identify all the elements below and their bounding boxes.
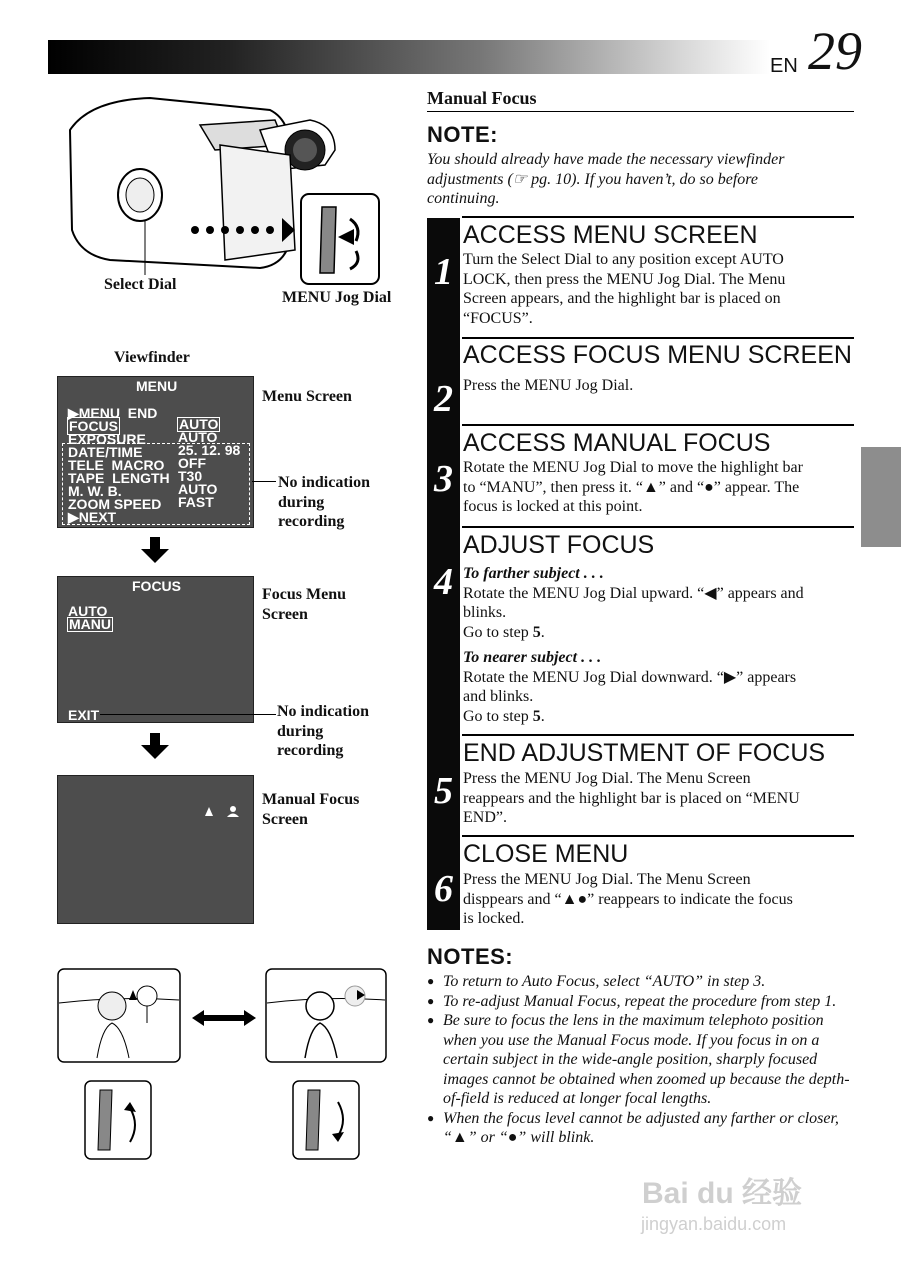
- down-arrow-icon: [141, 549, 169, 563]
- down-arrow-icon: [150, 537, 160, 549]
- focus-option-manu: MANU: [69, 616, 111, 632]
- notes-heading: NOTES:: [427, 944, 514, 969]
- manual-focus-screen: [57, 775, 254, 924]
- jog-dial-down-icon: [292, 1080, 360, 1160]
- step-6-title: CLOSE MENU: [463, 840, 629, 868]
- list-item: ● Be sure to focus the lens in the maximum telephoto position when you use the Manual Focus mode. If you focus in on a certain subject in the wide-angle position, sharply focused images cannot be obtained when zoomed up because the depth-of-field is reduced at longer focal lengths.: [427, 1011, 857, 1109]
- step-2-body: Press the MENU Jog Dial.: [463, 377, 634, 394]
- list-item: ZOOM SPEED FAST: [68, 494, 214, 512]
- manual-focus-screen-label: Manual Focus Screen: [262, 791, 360, 828]
- step-rule: [462, 526, 854, 528]
- step-rule: [462, 835, 854, 837]
- step-4-body: To farther subject . . . Rotate the MENU Jog Dial upward. “◀” appears and blinks. Go to step 5. To nearer subject . . . Rotate the MENU Jog Dial downward. “▶” appears and blinks. Go to step 5.: [463, 564, 855, 726]
- leader-line: [252, 481, 276, 482]
- far-focus-icon: [205, 807, 213, 816]
- step-1-body: Turn the Select Dial to any position except AUTO LOCK, then press the MENU Jog Dial. The Menu Screen appears, and the highlight bar is placed on “FOCUS”.: [463, 251, 786, 327]
- notes-list: [427, 972, 857, 1148]
- no-indication-label-1: No indication during recording: [278, 474, 371, 530]
- watermark-logo: Bai du 经验: [642, 1177, 803, 1210]
- list-item: ● To re-adjust Manual Focus, repeat the procedure from step 1.: [427, 992, 857, 1012]
- near-focus-icon: [230, 806, 236, 812]
- select-dial-label: Select Dial: [104, 276, 177, 293]
- step-3-body: Rotate the MENU Jog Dial to move the highlight bar to “MANU”, then press it. “▲” and “●” appear. The focus is locked at this point.: [463, 459, 803, 515]
- double-arrow-icon: [190, 1008, 258, 1028]
- list-item: M. W. B. AUTO: [68, 481, 218, 499]
- step-6-body: Press the MENU Jog Dial. The Menu Screen disppears and “▲●” reappears to indicate the focus is locked.: [463, 871, 793, 927]
- menu-title: MENU: [136, 378, 178, 394]
- watermark-url: jingyan.baidu.com: [641, 1214, 787, 1234]
- step-5-title: END ADJUSTMENT OF FOCUS: [463, 739, 826, 767]
- step-5-body: Press the MENU Jog Dial. The Menu Screen reappears and the highlight bar is placed on “MENU END”.: [463, 770, 800, 826]
- recording-indicator-frame: [62, 443, 250, 525]
- far-focus-scene: [57, 968, 181, 1063]
- page-number: 29: [808, 21, 862, 81]
- step-4-title: ADJUST FOCUS: [463, 531, 655, 559]
- list-item: TELE MACRO OFF: [68, 455, 206, 473]
- near-focus-scene: [265, 968, 387, 1063]
- side-tab: [861, 447, 901, 547]
- step-5-number: 5: [434, 770, 453, 812]
- section-rule: [427, 111, 854, 112]
- focus-exit: EXIT: [68, 707, 100, 723]
- farther-subject-heading: To farther subject . . .: [463, 565, 604, 582]
- jog-dial-icon: [300, 193, 380, 285]
- jog-dial-up-icon: [84, 1080, 152, 1160]
- step-2-number: 2: [434, 378, 453, 420]
- down-arrow-icon: [141, 745, 169, 759]
- step-rule: [462, 734, 854, 736]
- list-item: EXPOSURE AUTO: [68, 429, 218, 447]
- step-3-title: ACCESS MANUAL FOCUS: [463, 429, 771, 457]
- down-arrow-icon: [150, 733, 160, 745]
- viewfinder-label: Viewfinder: [114, 349, 190, 366]
- menu-screen: [57, 376, 254, 528]
- focus-option-auto: AUTO: [68, 603, 108, 619]
- list-item: TAPE LENGTH T30: [68, 468, 203, 486]
- list-item: ● When the focus level cannot be adjusted any farther or closer, “▲” or “●” will blink.: [427, 1109, 857, 1148]
- menu-jog-dial-label: MENU Jog Dial: [282, 289, 392, 306]
- section-title: Manual Focus: [427, 88, 537, 108]
- list-item: ● To return to Auto Focus, select “AUTO” in step 3.: [427, 972, 857, 992]
- nearer-subject-heading: To nearer subject . . .: [463, 649, 602, 666]
- step-2-title: ACCESS FOCUS MENU SCREEN: [463, 341, 852, 369]
- focus-menu-screen: [57, 576, 254, 723]
- focus-icons: [203, 804, 243, 818]
- list-item: ▶NEXT: [68, 509, 117, 525]
- language-label: EN: [770, 55, 798, 77]
- step-3-number: 3: [434, 458, 453, 500]
- step-rule: [462, 337, 854, 339]
- leader-line: [100, 714, 276, 715]
- list-item: DATE/TIME 25. 12. 98: [68, 442, 241, 460]
- list-item: ▶MENU END: [68, 405, 158, 421]
- note-heading: NOTE:: [427, 122, 498, 147]
- list-item: FOCUS AUTO: [69, 416, 219, 434]
- no-indication-label-2: No indication during recording: [277, 703, 370, 759]
- header-gradient-bar: [48, 40, 770, 74]
- step-rule: [462, 424, 854, 426]
- step-1-title: ACCESS MENU SCREEN: [463, 221, 758, 249]
- focus-title: FOCUS: [132, 578, 181, 594]
- step-rule: [462, 216, 854, 218]
- step-6-number: 6: [434, 868, 453, 910]
- step-4-number: 4: [434, 561, 453, 603]
- note-body: You should already have made the necessary viewfinder adjustments (☞ pg. 10). If you haven’t, do so before continuing.: [427, 151, 785, 207]
- menu-screen-label: Menu Screen: [262, 388, 352, 405]
- focus-menu-screen-label: Focus Menu Screen: [262, 586, 346, 623]
- step-1-number: 1: [434, 251, 453, 293]
